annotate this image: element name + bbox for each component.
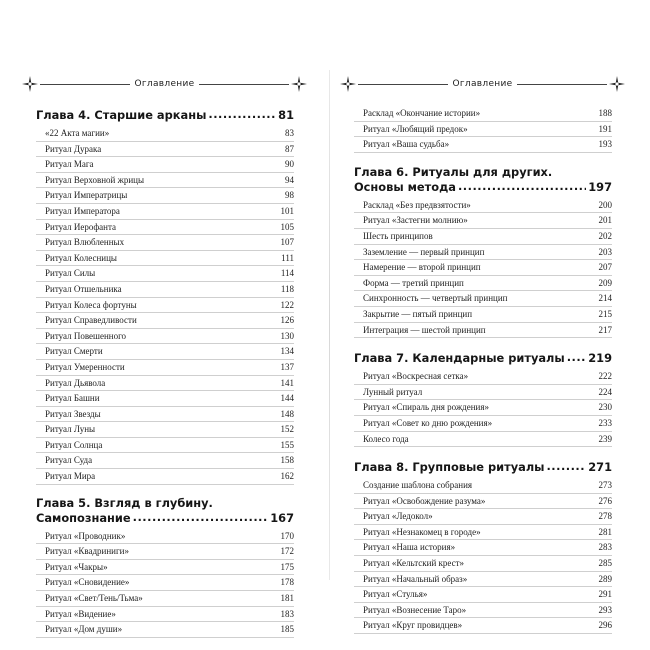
toc-entry[interactable] xyxy=(354,229,612,245)
toc-entry-page-number: 101 xyxy=(280,205,294,216)
star-ornament-icon xyxy=(291,76,307,92)
toc-entry-title: Ритуал Справедливости xyxy=(45,315,137,326)
toc-entry[interactable] xyxy=(354,106,612,122)
toc-entry-title: Создание шаблона собрания xyxy=(363,480,473,491)
toc-entry-page-number: 202 xyxy=(598,230,612,241)
toc-entry-page-number: 141 xyxy=(280,377,294,388)
chapter-title-line: Самопознание xyxy=(36,510,131,525)
leader-dots xyxy=(458,179,586,194)
toc-entry[interactable] xyxy=(354,540,612,556)
toc-entry[interactable] xyxy=(36,529,294,545)
toc-entry-title: Ритуал «Наша история» xyxy=(363,542,456,553)
toc-entry[interactable] xyxy=(354,307,612,323)
chapter-heading[interactable] xyxy=(36,108,294,123)
toc-entry-title: Ритуал «Дом души» xyxy=(45,624,123,635)
toc-entry-page-number: 183 xyxy=(280,608,294,619)
toc-entry-title: Ритуал Дурака xyxy=(45,143,102,154)
toc-entry-title: Ритуал «Спираль дня рождения» xyxy=(363,402,490,413)
toc-entry-title: Интеграция — шестой принцип xyxy=(363,324,486,335)
toc-entry-page-number: 185 xyxy=(280,624,294,635)
toc-entry-title: Намерение — второй принцип xyxy=(363,262,481,273)
toc-entry-title: Ритуал «Начальный образ» xyxy=(363,573,468,584)
toc-entry-title: Ритуал Мира xyxy=(45,471,96,482)
toc-entry-title: Ритуал «Кельтский крест» xyxy=(363,558,465,569)
toc-entry-title: Ритуал «Свет/Тень/Тьма» xyxy=(45,593,143,604)
toc-entry-title: Ритуал Колеса фортуны xyxy=(45,299,137,310)
toc-entry-title: Ритуал Башни xyxy=(45,393,100,404)
chapter-title-line: Глава 5. Взгляд в глубину. xyxy=(36,495,213,510)
entry-list xyxy=(36,529,294,638)
toc-entry[interactable] xyxy=(36,313,294,329)
toc-entry[interactable] xyxy=(36,622,294,638)
toc-entry-title: Ритуал «Незнакомец в городе» xyxy=(363,526,481,537)
toc-entry-page-number: 188 xyxy=(598,108,612,118)
right-page xyxy=(340,62,625,631)
toc-entry[interactable] xyxy=(36,575,294,591)
toc-entry-title: Закрытие — пятый принцип xyxy=(363,308,473,319)
toc-entry[interactable] xyxy=(36,157,294,173)
chapter-title: Глава 8. Групповые ритуалы xyxy=(354,460,545,475)
leader-dots xyxy=(567,350,587,365)
toc-entry[interactable] xyxy=(36,607,294,623)
toc-entry-page-number: 222 xyxy=(598,371,612,382)
toc-entry-page-number: 130 xyxy=(280,330,294,341)
toc-entry-page-number: 114 xyxy=(280,268,294,279)
toc-entry-page-number: 111 xyxy=(281,252,294,263)
toc-entry-page-number: 170 xyxy=(280,530,294,541)
toc-entry-page-number: 207 xyxy=(598,262,612,273)
toc-entry-title: Ритуал Силы xyxy=(45,268,96,279)
toc-entry[interactable] xyxy=(36,591,294,607)
toc-entry-title: Ритуал Иерофанта xyxy=(45,221,117,232)
toc-entry-title: Ритуал «Ледокол» xyxy=(363,511,433,522)
toc-entry-title: Ритуал «Стулья» xyxy=(363,589,428,600)
toc-entry-title: Ритуал Умеренности xyxy=(45,361,125,372)
toc-entry-page-number: 289 xyxy=(598,573,612,584)
toc-entry[interactable] xyxy=(36,469,294,485)
toc-entry[interactable] xyxy=(36,344,294,360)
toc-entry-title: Ритуал Императора xyxy=(45,205,120,216)
chapter-page-number: 81 xyxy=(278,108,294,122)
toc-entry[interactable] xyxy=(354,494,612,510)
toc-entry[interactable] xyxy=(354,509,612,525)
toc-entry-page-number: 158 xyxy=(280,455,294,466)
toc-entry[interactable] xyxy=(354,618,612,634)
toc-entry-page-number: 152 xyxy=(280,424,294,435)
toc-entry-page-number: 90 xyxy=(285,159,294,170)
toc-entry-page-number: 201 xyxy=(598,215,612,226)
toc-entry-page-number: 203 xyxy=(598,246,612,257)
toc-entry-page-number: 144 xyxy=(280,393,294,404)
toc-entry-title: Ритуал Верховной жрицы xyxy=(45,174,145,185)
toc-entry-title: Ритуал «Видение» xyxy=(45,608,116,619)
toc-entry-title: Ритуал Отшельника xyxy=(45,283,122,294)
toc-entry-title: Ритуал «Квадриниги» xyxy=(45,546,129,557)
left-page xyxy=(22,62,307,635)
toc-entry-title: Ритуал Звезды xyxy=(45,408,101,419)
toc-entry-page-number: 296 xyxy=(598,620,612,631)
toc-entry[interactable] xyxy=(36,376,294,392)
running-head xyxy=(340,76,625,92)
toc-entry-title: Ритуал Императрицы xyxy=(45,190,128,201)
toc-entry[interactable] xyxy=(36,266,294,282)
toc-entry-page-number: 105 xyxy=(280,221,294,232)
toc-entry-page-number: 162 xyxy=(280,471,294,482)
toc-entry[interactable] xyxy=(354,122,612,138)
toc-entry[interactable] xyxy=(354,432,612,448)
toc-entry-title: Заземление — первый принцип xyxy=(363,246,485,257)
toc-entry-title: Ритуал Луны xyxy=(45,424,96,435)
toc-entry[interactable] xyxy=(36,173,294,189)
leader-dots xyxy=(208,107,276,122)
toc-entry[interactable] xyxy=(354,385,612,401)
toc-entry[interactable] xyxy=(36,142,294,158)
toc-entry[interactable] xyxy=(354,245,612,261)
toc-entry-page-number: 191 xyxy=(598,123,612,134)
entry-list xyxy=(354,106,612,153)
toc-entry[interactable] xyxy=(36,544,294,560)
chapter-page-number: 197 xyxy=(588,179,612,194)
chapter-title-line: Основы метода xyxy=(354,179,456,194)
running-head xyxy=(22,76,307,92)
entry-list xyxy=(36,126,294,485)
toc-entry[interactable] xyxy=(354,603,612,619)
toc-entry-title: Ритуал «Ваша судьба» xyxy=(363,139,450,150)
chapter-page-number: 167 xyxy=(270,510,294,525)
running-head-title: Оглавление xyxy=(130,79,200,89)
toc-entry[interactable] xyxy=(36,438,294,454)
toc-entry-title: Ритуал Смерти xyxy=(45,346,103,357)
toc-entry[interactable] xyxy=(354,323,612,339)
chapter-title: Глава 7. Календарные ритуалы xyxy=(354,351,565,366)
toc-entry-title: Ритуал «Совет ко дню рождения» xyxy=(363,417,493,428)
chapter-page-number: 271 xyxy=(588,460,612,475)
toc-entry-page-number: 281 xyxy=(598,526,612,537)
toc-entry[interactable] xyxy=(36,360,294,376)
toc-entry[interactable] xyxy=(354,276,612,292)
toc-entry-page-number: 224 xyxy=(598,386,612,397)
entry-list xyxy=(354,478,612,634)
toc-entry[interactable] xyxy=(36,204,294,220)
toc-entry-title: Ритуал «Освобождение разума» xyxy=(363,495,486,506)
toc-entry[interactable] xyxy=(36,407,294,423)
toc-entry-page-number: 178 xyxy=(280,577,294,588)
toc-entry-page-number: 209 xyxy=(598,277,612,288)
toc-entry-page-number: 200 xyxy=(598,199,612,210)
toc-entry-page-number: 134 xyxy=(280,346,294,357)
toc-entry[interactable] xyxy=(354,400,612,416)
toc-entry[interactable] xyxy=(36,298,294,314)
toc-entry-page-number: 148 xyxy=(280,408,294,419)
toc-entry-title: Ритуал «Воскресная сетка» xyxy=(363,371,469,382)
toc-entry-page-number: 273 xyxy=(598,480,612,491)
leader-dots xyxy=(133,510,269,525)
toc-entry[interactable] xyxy=(36,220,294,236)
running-head-title: Оглавление xyxy=(448,79,518,89)
book-gutter xyxy=(329,70,330,580)
toc-entry-title: Колесо года xyxy=(363,433,409,444)
toc-entry-page-number: 172 xyxy=(280,546,294,557)
toc-entry[interactable] xyxy=(354,572,612,588)
toc-entry-title: Шесть принципов xyxy=(363,230,433,241)
toc-entry-page-number: 230 xyxy=(598,402,612,413)
toc-entry-page-number: 83 xyxy=(285,128,294,138)
toc-entry[interactable] xyxy=(36,329,294,345)
toc-entry-page-number: 233 xyxy=(598,417,612,428)
toc-entry[interactable] xyxy=(354,213,612,229)
toc-entry-page-number: 215 xyxy=(598,308,612,319)
toc-entry-page-number: 118 xyxy=(280,283,294,294)
toc-entry-title: Лунный ритуал xyxy=(363,386,423,397)
toc-entry-title: Ритуал «Застегни молнию» xyxy=(363,215,468,226)
leader-dots xyxy=(546,459,586,474)
toc-entry-page-number: 193 xyxy=(598,139,612,150)
toc-entry-page-number: 122 xyxy=(280,299,294,310)
toc-entry[interactable] xyxy=(36,126,294,142)
toc-entry-title: Форма — третий принцип xyxy=(363,277,464,288)
toc-entry-page-number: 278 xyxy=(598,511,612,522)
toc-entry-title: Ритуал «Проводник» xyxy=(45,530,126,541)
toc-entry[interactable] xyxy=(36,453,294,469)
toc-entry[interactable] xyxy=(354,416,612,432)
toc-entry-title: Ритуал «Вознесение Таро» xyxy=(363,604,467,615)
toc-entry[interactable] xyxy=(354,556,612,572)
toc-entry-page-number: 283 xyxy=(598,542,612,553)
toc-entry-page-number: 94 xyxy=(285,174,294,185)
chapter-title: Глава 4. Старшие арканы xyxy=(36,108,207,122)
toc-entry[interactable] xyxy=(36,235,294,251)
toc-entry[interactable] xyxy=(36,560,294,576)
table-of-contents xyxy=(354,106,612,634)
toc-entry-page-number: 155 xyxy=(280,439,294,450)
toc-entry[interactable] xyxy=(354,137,612,153)
toc-entry-page-number: 239 xyxy=(598,433,612,444)
toc-entry[interactable] xyxy=(354,369,612,385)
toc-entry[interactable] xyxy=(36,251,294,267)
toc-entry[interactable] xyxy=(354,525,612,541)
toc-entry-title: Ритуал «Круг провидцев» xyxy=(363,620,463,631)
toc-entry-title: Ритуал Влюбленных xyxy=(45,237,125,248)
toc-entry-page-number: 291 xyxy=(598,589,612,600)
toc-entry-title: «22 Акта магии» xyxy=(45,128,110,138)
toc-entry-title: Ритуал Повешенного xyxy=(45,330,127,341)
chapter-title-line: Глава 6. Ритуалы для других. xyxy=(354,164,553,179)
chapter-heading[interactable] xyxy=(354,351,612,366)
toc-entry-title: Синхронность — четвертый принцип xyxy=(363,293,508,304)
toc-entry-title: Расклад «Окончание истории» xyxy=(363,108,481,118)
toc-entry-title: Ритуал Суда xyxy=(45,455,93,466)
toc-entry-page-number: 126 xyxy=(280,315,294,326)
star-ornament-icon xyxy=(609,76,625,92)
toc-entry-title: Расклад «Без предвзятости» xyxy=(363,199,471,210)
toc-entry-title: Ритуал «Чакры» xyxy=(45,561,108,572)
toc-entry-title: Ритуал «Любящий предок» xyxy=(363,123,468,134)
toc-entry-page-number: 107 xyxy=(280,237,294,248)
toc-entry-page-number: 175 xyxy=(280,561,294,572)
toc-entry[interactable] xyxy=(36,391,294,407)
toc-entry[interactable] xyxy=(36,282,294,298)
entry-list xyxy=(354,198,612,338)
toc-entry-title: Ритуал Солнца xyxy=(45,439,103,450)
toc-entry-page-number: 181 xyxy=(280,593,294,604)
chapter-page-number: 219 xyxy=(588,351,612,366)
entry-list xyxy=(354,369,612,447)
toc-entry[interactable] xyxy=(36,188,294,204)
toc-entry-title: Ритуал Мага xyxy=(45,159,94,170)
toc-entry-page-number: 276 xyxy=(598,495,612,506)
toc-entry[interactable] xyxy=(36,422,294,438)
toc-entry-page-number: 98 xyxy=(285,190,294,201)
table-of-contents xyxy=(36,108,294,638)
toc-entry-title: Ритуал Дьявола xyxy=(45,377,106,388)
chapter-heading[interactable] xyxy=(36,496,294,526)
toc-entry-title: Ритуал «Сновидение» xyxy=(45,577,130,588)
chapter-heading[interactable] xyxy=(354,165,612,195)
toc-entry-title: Ритуал Колесницы xyxy=(45,252,117,263)
toc-entry-page-number: 214 xyxy=(598,293,612,304)
toc-entry[interactable] xyxy=(354,260,612,276)
toc-entry-page-number: 137 xyxy=(280,361,294,372)
toc-entry[interactable] xyxy=(354,198,612,214)
toc-entry-page-number: 217 xyxy=(598,324,612,335)
toc-entry-page-number: 285 xyxy=(598,558,612,569)
toc-entry-page-number: 293 xyxy=(598,604,612,615)
toc-entry-page-number: 87 xyxy=(285,143,294,154)
toc-entry[interactable] xyxy=(354,291,612,307)
toc-entry[interactable] xyxy=(354,587,612,603)
chapter-heading[interactable] xyxy=(354,460,612,475)
toc-entry[interactable] xyxy=(354,478,612,494)
